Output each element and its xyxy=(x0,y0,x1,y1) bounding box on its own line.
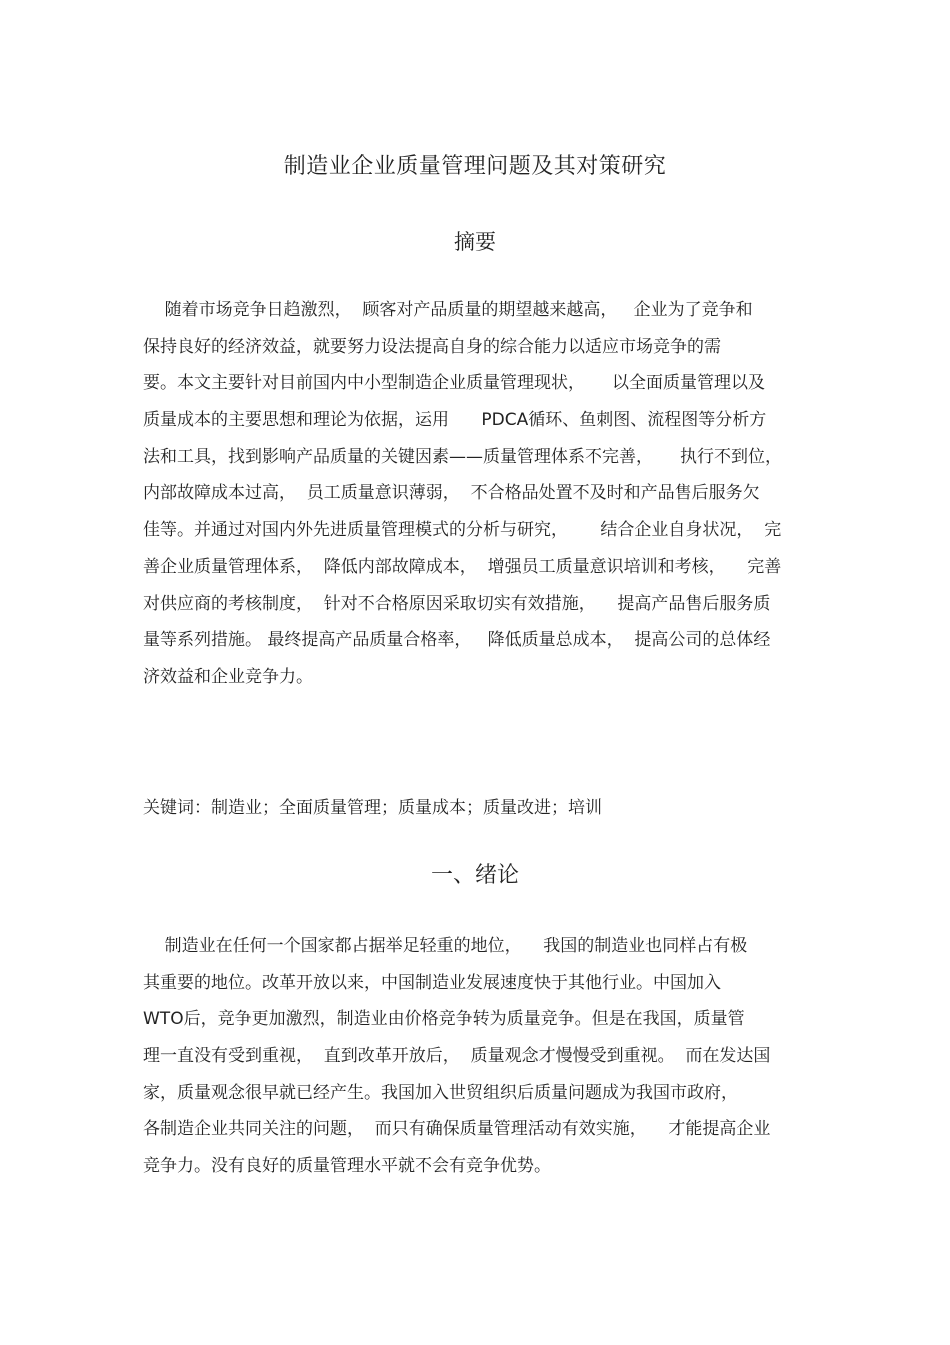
keywords-line: 关键词：制造业；全面质量管理；质量成本；质量改进；培训 xyxy=(143,798,602,818)
introduction-line: 各制造企业共同关注的问题， 而只有确保质量管理活动有效实施， 才能提高企业 xyxy=(143,1119,771,1140)
abstract-line: 随着市场竞争日趋激烈， 顾客对产品质量的期望越来越高， 企业为了竞争和 xyxy=(143,300,753,320)
introduction-line: 竞争力。没有良好的质量管理水平就不会有竞争优势。 xyxy=(143,1156,551,1177)
introduction-line: 其重要的地位。改革开放以来，中国制造业发展速度快于其他行业。中国加入 xyxy=(143,972,721,993)
introduction-line: WTO后，竞争更加激烈，制造业由价格竞争转为质量竞争。但是在我国，质量管 xyxy=(143,1009,745,1030)
abstract-line: 量等系列措施。 最终提高产品质量合格率， 降低质量总成本， 提高公司的总体经 xyxy=(143,630,771,651)
abstract-line: 要。本文主要针对目前国内中小型制造企业质量管理现状， 以全面质量管理以及 xyxy=(143,373,766,394)
abstract-heading: 摘要 xyxy=(454,230,496,254)
introduction-line: 制造业在任何一个国家都占据举足轻重的地位， 我国的制造业也同样占有极 xyxy=(143,936,748,956)
abstract-line: 质量成本的主要思想和理论为依据，运用 PDCA循环、鱼刺图、流程图等分析方 xyxy=(143,410,767,431)
abstract-line: 佳等。并通过对国内外先进质量管理模式的分析与研究， 结合企业自身状况， 完 xyxy=(143,520,782,541)
abstract-line: 内部故障成本过高， 员工质量意识薄弱， 不合格品处置不及时和产品售后服务欠 xyxy=(143,483,760,504)
abstract-line: 济效益和企业竞争力。 xyxy=(143,666,313,687)
abstract-line: 法和工具，找到影响产品质量的关键因素——质量管理体系不完善， 执行不到位， xyxy=(143,446,783,467)
abstract-line: 对供应商的考核制度， 针对不合格原因采取切实有效措施， 提高产品售后服务质 xyxy=(143,593,771,614)
abstract-line: 保持良好的经济效益，就要努力设法提高自身的综合能力以适应市场竞争的需 xyxy=(143,336,721,357)
introduction-line: 家，质量观念很早就已经产生。我国加入世贸组织后质量问题成为我国市政府， xyxy=(143,1082,738,1103)
abstract-body xyxy=(143,292,823,696)
introduction-line: 理一直没有受到重视， 直到改革开放后， 质量观念才慢慢受到重视。 而在发达国 xyxy=(143,1046,771,1067)
abstract-line: 善企业质量管理体系， 降低内部故障成本， 增强员工质量意识培训和考核， 完善 xyxy=(143,556,782,577)
section-heading-introduction: 一、绪论 xyxy=(430,863,519,888)
introduction-body xyxy=(143,928,823,1185)
paper-title: 制造业企业质量管理问题及其对策研究 xyxy=(283,154,667,179)
